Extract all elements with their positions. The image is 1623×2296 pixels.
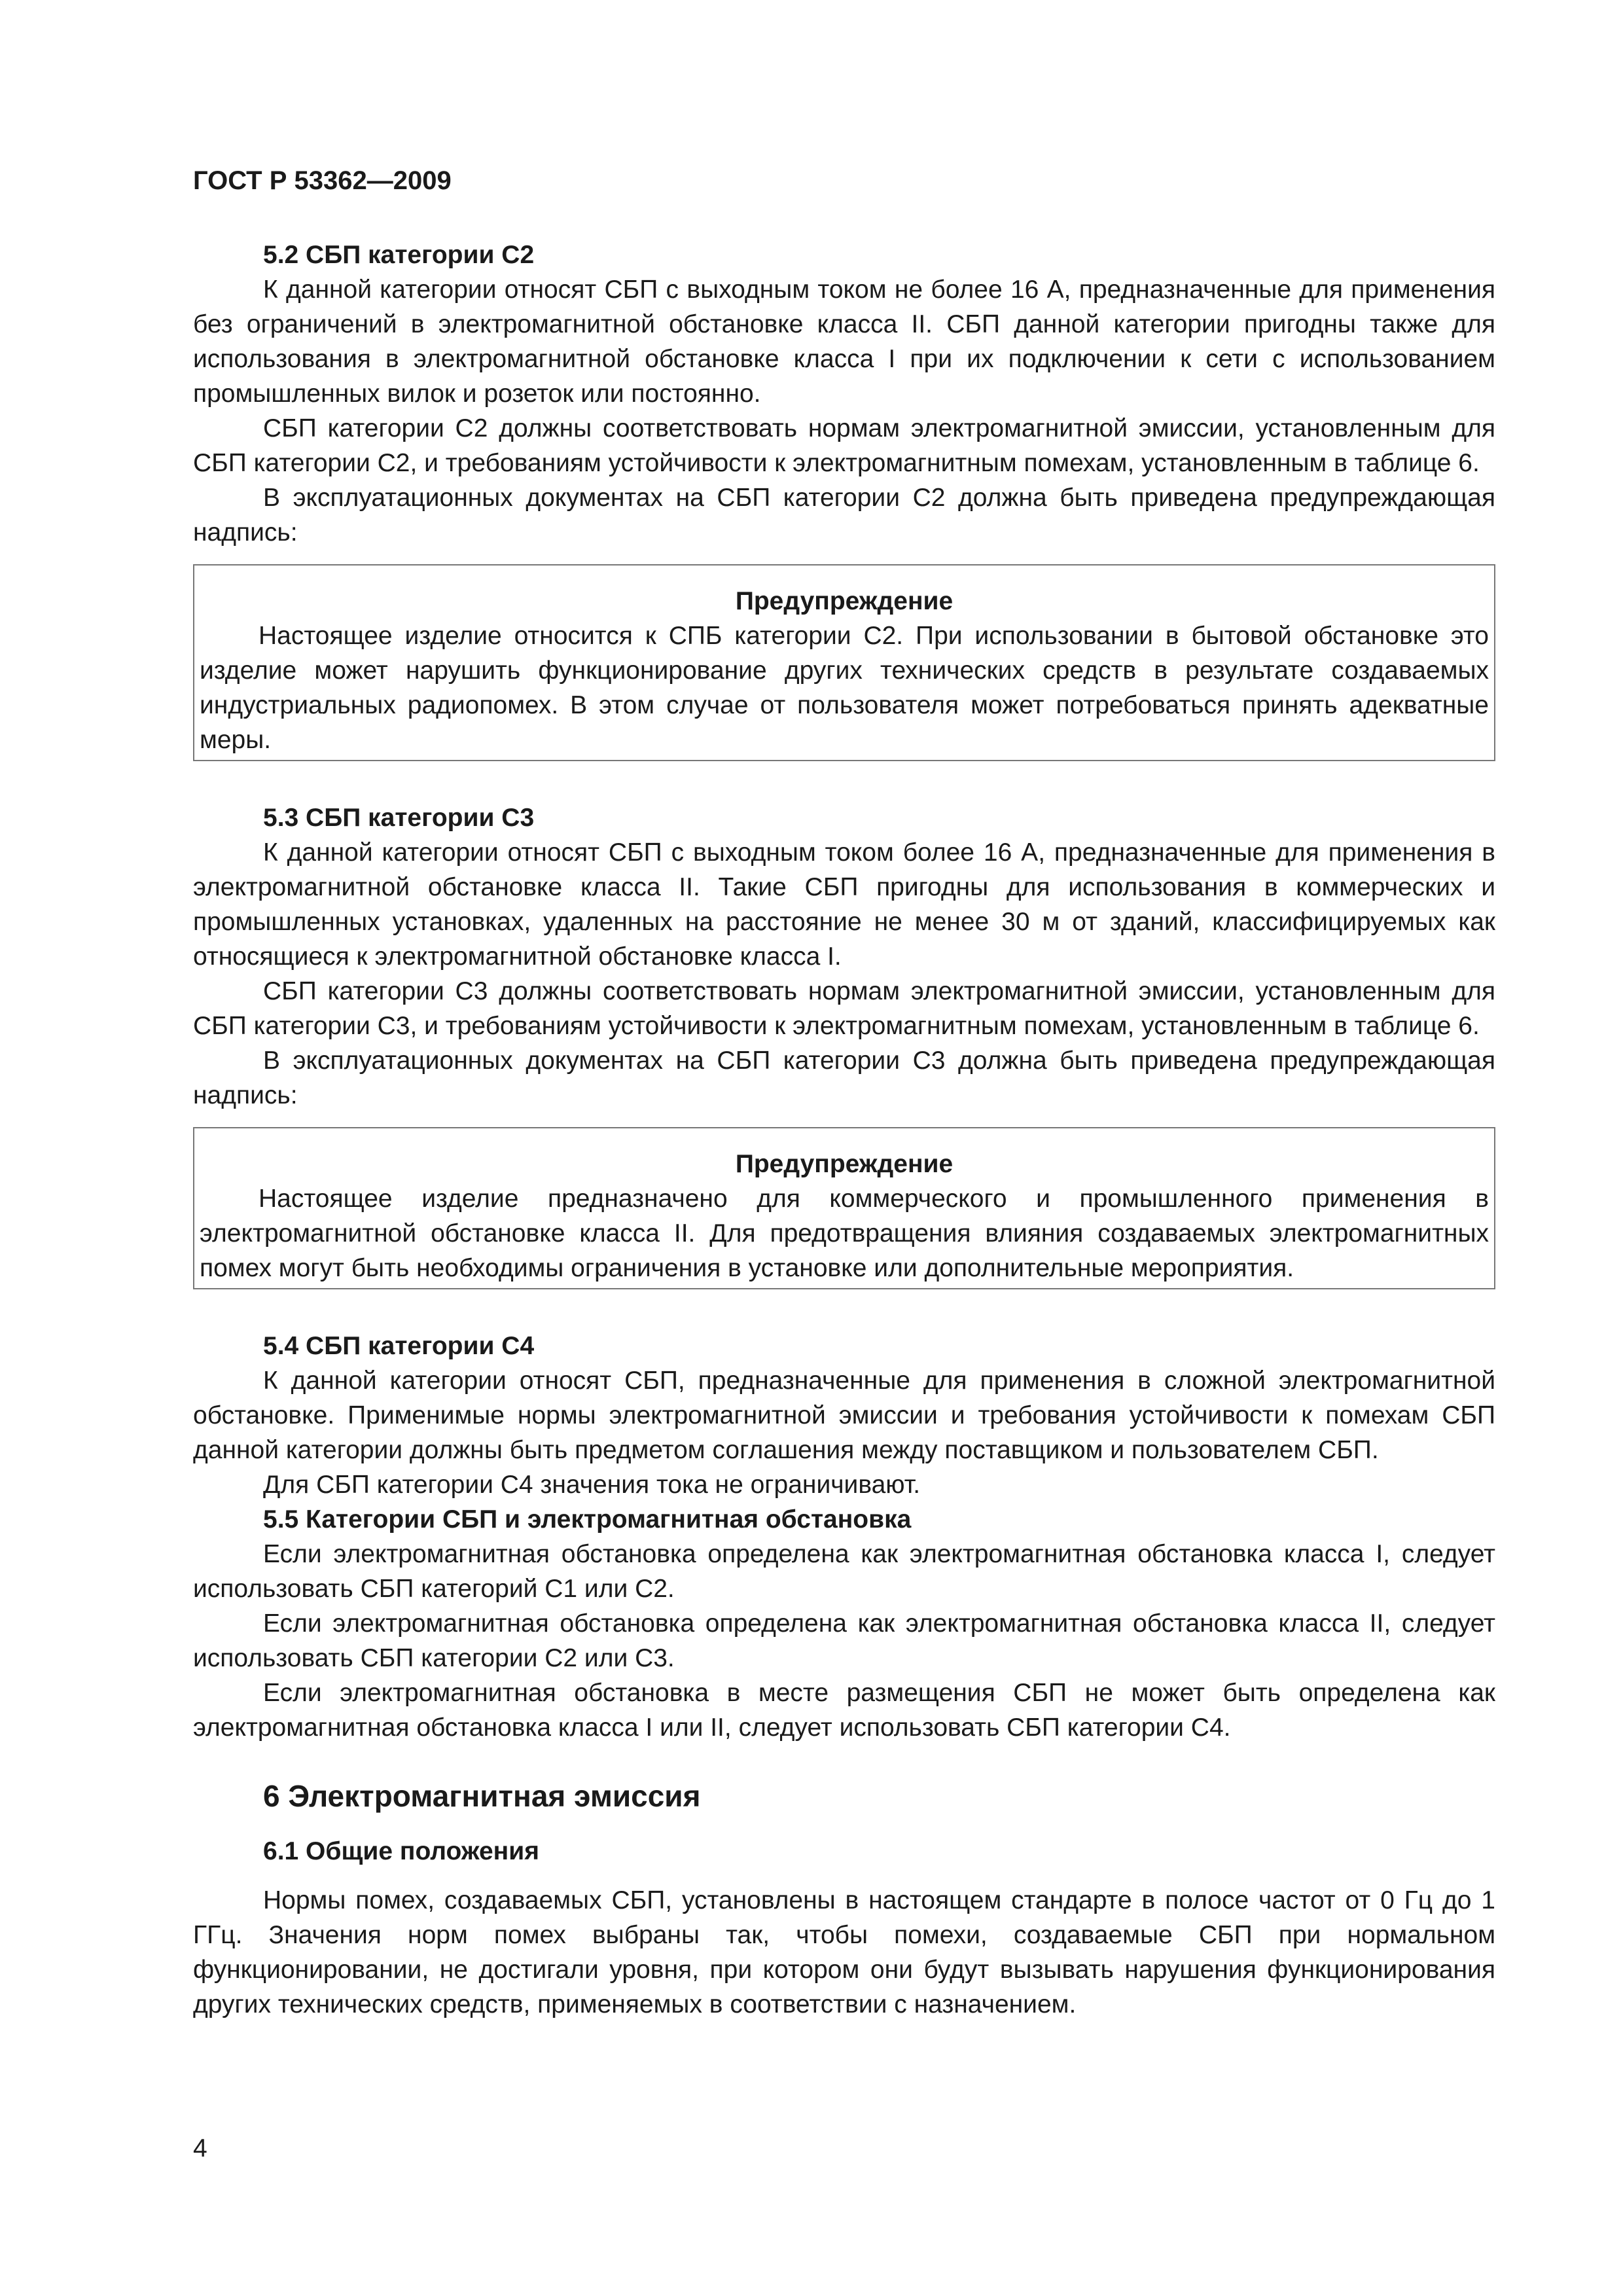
warning-box-c2 [193,564,1495,761]
warning-box-c3 [193,1127,1495,1289]
warning-title-c2: Предупреждение [735,587,954,615]
section-6-1-paragraph-1: Нормы помех, создаваемых СБП, установлены в настоящем стандарте в полосе частот от 0 Гц до 1 ГГц. Значения норм помех выбраны так, чтобы помехи, создаваемые СБП при нормальном функционировании, не достигали уровня, при котором они будут вызывать нарушения функционирования других технических средств, применяемых в соответствии с назначением. [193,1886,1495,2018]
section-5-5-paragraph-3: Если электромагнитная обстановка в месте размещения СБП не может быть определена как электромагнитная обстановка класса I или II, следует использовать СБП категории С4. [193,1679,1495,1742]
section-5-2-title: 5.2 СБП категории С2 [263,241,535,269]
section-5-3-paragraph-2: СБП категории С3 должны соответствовать нормам электромагнитной эмиссии, установленным для СБП категории С3, и требованиям устойчивости к электромагнитным помехам, установленным в таблице 6. [193,977,1495,1040]
section-5-2-paragraph-3: В эксплуатационных документах на СБП категории С2 должна быть приведена предупреждающая надпись: [193,484,1495,547]
page-number: 4 [193,2134,207,2162]
section-5-4-title: 5.4 СБП категории С4 [263,1332,535,1360]
section-6-heading: 6 Электромагнитная эмиссия [263,1779,701,1813]
warning-text-c2: Настоящее изделие относится к СПБ категории С2. При использовании в бытовой обстановке это изделие может нарушить функционирование других технических средств в результате создаваемых индустриальных радиопомех. В этом случае от пользователя может потребоваться принять адекватные меры. [200,622,1489,754]
document-header: ГОСТ Р 53362—2009 [193,166,452,195]
section-5-5-title: 5.5 Категории СБП и электромагнитная обстановка [263,1505,912,1534]
document-content [193,238,1495,2022]
section-5-5-paragraph-2: Если электромагнитная обстановка определена как электромагнитная обстановка класса II, следует использовать СБП категории С2 или С3. [193,1609,1495,1672]
document-page [193,0,1495,2296]
warning-text-c3: Настоящее изделие предназначено для коммерческого и промышленного применения в электромагнитной обстановке класса II. Для предотвращения влияния создаваемых электромагнитных помех могут быть необходимы ограничения в установке или дополнительные мероприятия. [200,1185,1489,1282]
section-6-1-title: 6.1 Общие положения [263,1837,539,1865]
section-5-5-paragraph-1: Если электромагнитная обстановка определена как электромагнитная обстановка класса I, следует использовать СБП категорий С1 или С2. [193,1540,1495,1603]
section-5-3-title: 5.3 СБП категории С3 [263,804,535,832]
section-5-4-paragraph-1: К данной категории относят СБП, предназначенные для применения в сложной электромагнитной обстановке. Применимые нормы электромагнитной эмиссии и требования устойчивости к помехам СБП данной категории должны быть предметом соглашения между поставщиком и пользователем СБП. [193,1367,1495,1464]
section-5-4-paragraph-2: Для СБП категории С4 значения тока не ограничивают. [263,1471,921,1499]
section-5-3-paragraph-3: В эксплуатационных документах на СБП категории С3 должна быть приведена предупреждающая надпись: [193,1047,1495,1109]
section-5-2-paragraph-2: СБП категории С2 должны соответствовать нормам электромагнитной эмиссии, установленным для СБП категории С2, и требованиям устойчивости к электромагнитным помехам, установленным в таблице 6. [193,414,1495,477]
section-5-2-paragraph-1: К данной категории относят СБП с выходным током не более 16 А, предназначенные для применения без ограничений в электромагнитной обстановке класса II. СБП данной категории пригодны также для использования в электромагнитной обстановке класса I при их подключении к сети с использованием промышленных вилок и розеток или постоянно. [193,276,1495,408]
section-5-3-paragraph-1: К данной категории относят СБП с выходным током более 16 А, предназначенные для применения в электромагнитной обстановке класса II. Такие СБП пригодны для использования в коммерческих и промышленных установках, удаленных на расстояние не менее 30 м от зданий, классифицируемых как относящиеся к электромагнитной обстановке класса I. [193,838,1495,971]
warning-title-c3: Предупреждение [735,1150,954,1178]
